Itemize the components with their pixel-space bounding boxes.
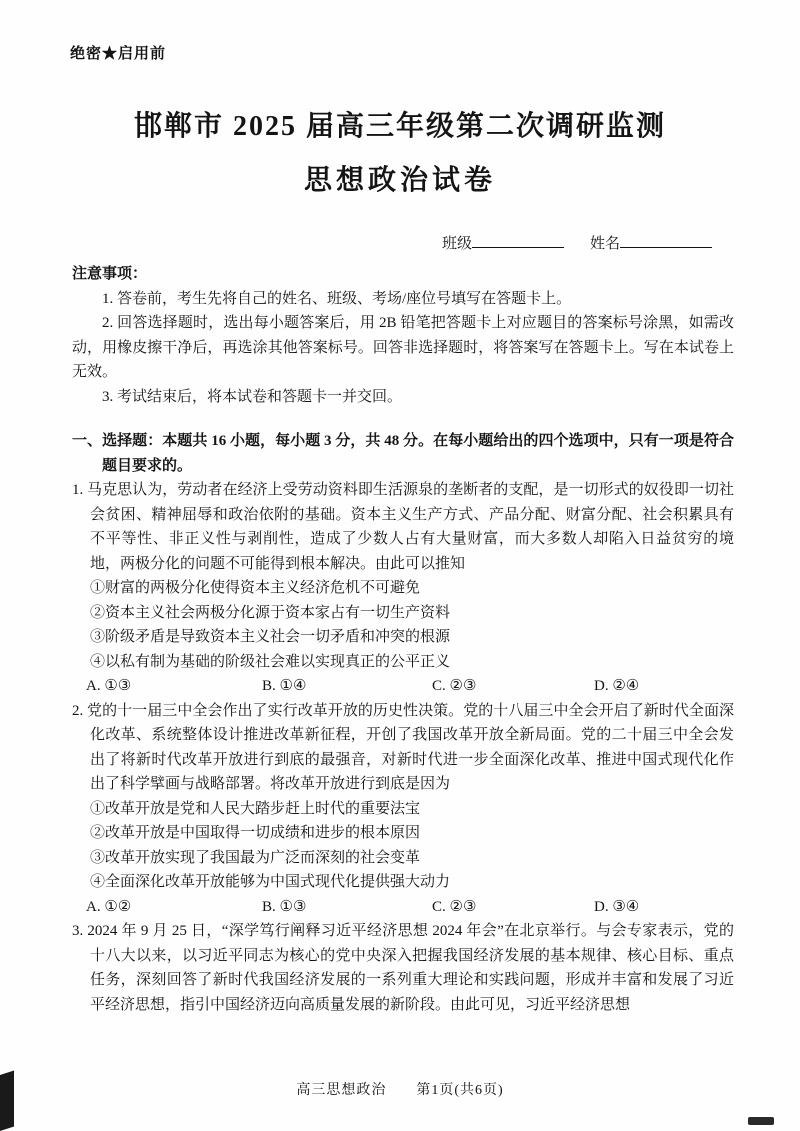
exam-title: 邯郸市 2025 届高三年级第二次调研监测 [133, 111, 666, 142]
name-blank-line [620, 232, 712, 248]
question-option: ③阶级矛盾是导致资本主义社会一切矛盾和冲突的根源 [90, 629, 451, 645]
question-2 [72, 699, 734, 920]
question-option: ②改革开放是中国取得一切成绩和进步的根本原因 [90, 825, 421, 841]
answer-choice-a: A. ①③ [86, 678, 132, 694]
question-option: ④以私有制为基础的阶级社会难以实现真正的公平正义 [90, 653, 451, 670]
notice-item-1: 1. 答卷前，考生先将自己的姓名、班级、考场/座位号填写在答题卡上。 [102, 290, 572, 307]
answer-choices [72, 674, 734, 699]
answer-choice-b: B. ①③ [262, 898, 307, 915]
question-3 [72, 919, 734, 1017]
answer-choice-b: B. ①④ [262, 678, 307, 694]
answer-choice-c: C. ②③ [432, 678, 477, 694]
class-label: 班级 [441, 236, 472, 252]
student-info-row [442, 232, 712, 253]
answer-choice-d: D. ③④ [594, 898, 640, 915]
answer-choice-c: C. ②③ [432, 898, 477, 915]
answer-choices [72, 895, 734, 920]
page-footer: 高三思想政治 第1页(共6页) [296, 1083, 504, 1098]
answer-choice-a: A. ①② [86, 898, 132, 915]
exam-body [72, 262, 734, 1017]
question-stem: 1. 马克思认为，劳动者在经济上受劳动资料即生活源泉的垄断者的支配，是一切形式的奴役即一切社会贫困、精神屈辱和政治依附的基础。资本主义生产方式、产品分配、财富分配、社会积累具有不平等性、非正义性与剥削性，造成了少数人占有大量财富，而大多数人却陷入日益贫穷的境地，两极分化的问题不可能得到根本解决。由此可以推知 [72, 482, 734, 572]
scan-artifact-bottom-right [748, 1117, 774, 1125]
question-stem: 2. 党的十一届三中全会作出了实行改革开放的历史性决策。党的十八届三中全会开启了新时代全面深化改革、系统整体设计推进改革新征程，开创了我国改革开放全新局面。党的二十届三中全会发出了将新时代改革开放进行到底的最强音，对新时代进一步全面深化改革、推进中国式现代化作出了科学擘画与战略部署。将改革开放进行到底是因为 [72, 702, 734, 792]
notice-item-2: 2. 回答选择题时，选出每小题答案后，用 2B 铅笔把答题卡上对应题目的答案标号涂黑，如需改动，用橡皮擦干净后，再选涂其他答案标号。回答非选择题时，将答案写在答题卡上。写在本试卷上无效。 [72, 315, 734, 380]
notice-heading: 注意事项： [72, 266, 148, 282]
classification-label: 绝密★启用前 [70, 46, 167, 62]
question-1 [72, 478, 734, 699]
question-option: ③改革开放实现了我国最为广泛而深刻的社会变革 [90, 849, 421, 866]
notice-item-3: 3. 考试结束后，将本试卷和答题卡一并交回。 [102, 388, 403, 405]
question-option: ①财富的两极分化使得资本主义经济危机不可避免 [90, 580, 421, 596]
question-option: ④全面深化改革开放能够为中国式现代化提供强大动力 [90, 874, 451, 890]
class-blank-line [472, 232, 564, 248]
exam-subtitle: 思想政治试卷 [303, 165, 496, 196]
question-option: ②资本主义社会两极分化源于资本家占有一切生产资料 [90, 604, 451, 621]
question-stem: 3. 2024 年 9 月 25 日，“深学笃行阐释习近平经济思想 2024 年会”在北京举行。与会专家表示，党的十八大以来，以习近平同志为核心的党中央深入把握我国经济发展的基本规律、核心目标、重点任务，深刻回答了新时代我国经济发展的一系列重大理论和实践问题，形成并丰富和发展了习近平经济思想，指引中国经济迈向高质量发展的新阶段。由此可见，习近平经济思想 [72, 923, 734, 1013]
scan-artifact-bottom-left [0, 1070, 14, 1131]
section-heading: 一、选择题：本题共 16 小题，每小题 3 分，共 48 分。在每小题给出的四个选项中，只有一项是符合题目要求的。 [72, 433, 734, 474]
question-option: ①改革开放是党和人民大踏步赶上时代的重要法宝 [90, 800, 421, 817]
answer-choice-d: D. ②④ [594, 678, 640, 694]
name-label: 姓名 [589, 236, 620, 252]
